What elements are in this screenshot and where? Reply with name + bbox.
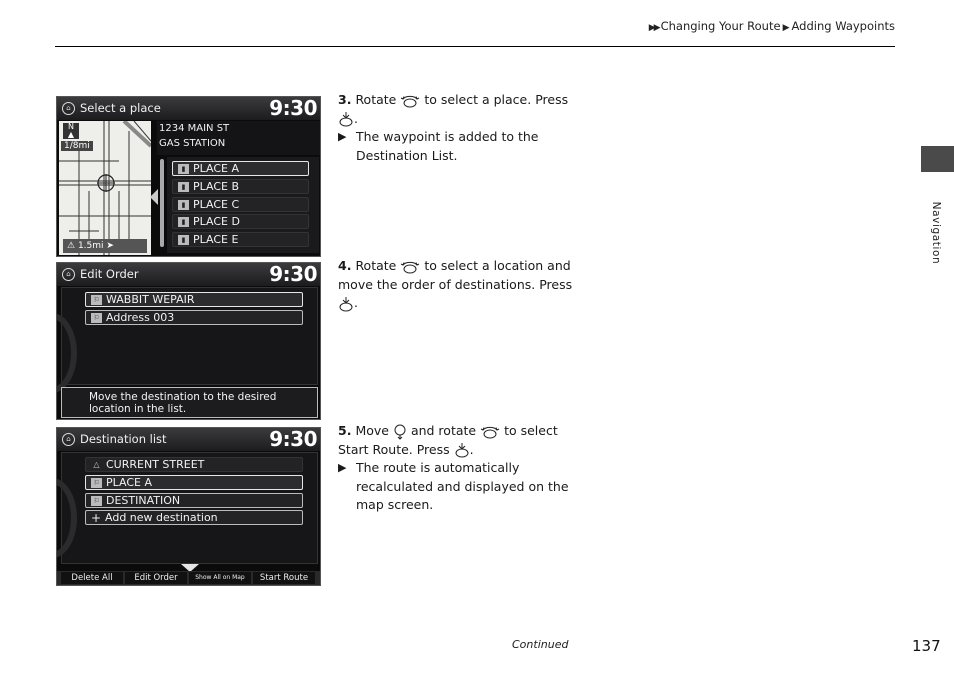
rotate-knob-icon	[400, 93, 420, 109]
flag-icon: ⚐	[91, 478, 102, 488]
screen-title: Select a place	[80, 101, 161, 115]
double-triangle-icon: ▶▶	[648, 23, 659, 33]
left-arrow-icon	[150, 189, 158, 205]
flag-icon: ⚐	[91, 295, 102, 305]
list-item[interactable]: ▮ PLACE C	[172, 197, 309, 212]
triangle-icon: ▶	[782, 23, 790, 33]
screen-title-bar	[57, 428, 320, 451]
edit-order-button[interactable]: Edit Order	[125, 572, 187, 584]
list-item[interactable]: ⚐ DESTINATION	[85, 493, 303, 508]
move-knob-icon	[393, 424, 407, 440]
instruction-message: Move the destination to the desired location in the list.	[61, 387, 318, 418]
step-result: ▶ The route is automatically recalculated and displayed on the map screen.	[338, 460, 569, 512]
list-item[interactable]: ▮ PLACE B	[172, 179, 309, 194]
flag-icon: ⚐	[91, 496, 102, 506]
list-item[interactable]: ⚐ WABBIT WEPAIR	[85, 292, 303, 307]
result-arrow-icon: ▶	[338, 130, 347, 143]
map-view[interactable]	[59, 121, 151, 255]
screen-edit-order	[56, 262, 321, 420]
clock: 9:30	[269, 96, 317, 120]
screen-destination-list	[56, 427, 321, 586]
plus-icon: +	[91, 511, 102, 525]
step-number: 3.	[338, 92, 352, 107]
home-icon: ⌂	[62, 268, 75, 281]
map-bottom-bar: ⚠ 1.5mi ➤	[63, 239, 147, 253]
list-item[interactable]: △ CURRENT STREET	[85, 457, 303, 472]
continued-label: Continued	[512, 638, 569, 651]
rotate-knob-icon	[400, 259, 420, 275]
breadcrumb-item-2[interactable]: Adding Waypoints	[791, 19, 895, 33]
show-all-on-map-button[interactable]: Show All on Map	[189, 572, 251, 584]
breadcrumb-item-1[interactable]: Changing Your Route	[660, 19, 781, 33]
address-panel	[157, 121, 321, 155]
screen-title: Destination list	[80, 432, 167, 446]
start-route-label: Start Route	[338, 441, 409, 457]
scrollbar[interactable]	[160, 159, 164, 247]
step-number: 5.	[338, 423, 352, 438]
list-item[interactable]: ▮ PLACE A	[172, 161, 309, 176]
home-icon: ⌂	[62, 102, 75, 115]
home-icon: ⌂	[62, 433, 75, 446]
delete-all-button[interactable]: Delete All	[61, 572, 123, 584]
result-arrow-icon: ▶	[338, 461, 347, 474]
header-rule	[55, 46, 895, 47]
step-number: 4.	[338, 258, 352, 273]
list-item[interactable]: ⚐ Address 003	[85, 310, 303, 325]
clock: 9:30	[269, 427, 317, 451]
map-scale: 1/8mi	[61, 141, 93, 151]
side-tab-label: Navigation	[930, 201, 942, 265]
press-knob-icon	[454, 442, 470, 458]
side-tab-marker	[921, 146, 954, 172]
breadcrumb	[649, 19, 895, 33]
press-knob-icon	[338, 111, 354, 127]
list-item[interactable]: ▮ PLACE E	[172, 232, 309, 247]
compass-icon[interactable]: N ▲	[63, 123, 79, 139]
screen-title: Edit Order	[80, 267, 139, 281]
add-destination-button[interactable]: + Add new destination	[85, 510, 303, 525]
map-distance: 1.5mi	[77, 241, 104, 251]
gas-station-icon: ▮	[178, 182, 189, 192]
current-location-icon: △	[93, 460, 100, 469]
place-type: GAS STATION	[159, 138, 226, 149]
flag-icon: ⚐	[91, 313, 102, 323]
gas-station-icon: ▮	[178, 235, 189, 245]
screen-select-place	[56, 96, 321, 257]
gas-station-icon: ▮	[178, 164, 189, 174]
gas-station-icon: ▮	[178, 200, 189, 210]
clock: 9:30	[269, 262, 317, 286]
step-5: 5. Move and rotate to select Start Route. Press . ▶ The route is automatically recalculated and displayed on the map screen.	[338, 422, 578, 515]
step-result: ▶ The waypoint is added to the Destination List.	[338, 129, 539, 163]
list-item[interactable]: ⚐ PLACE A	[85, 475, 303, 490]
address-line: 1234 MAIN ST	[159, 123, 230, 134]
start-route-button[interactable]: Start Route	[253, 572, 315, 584]
press-knob-icon	[338, 296, 354, 312]
step-3: 3. Rotate to select a place. Press . ▶ The waypoint is added to the Destination List.	[338, 91, 578, 165]
screen-title-bar	[57, 97, 320, 120]
list-item[interactable]: ▮ PLACE D	[172, 214, 309, 229]
screen-title-bar	[57, 263, 320, 286]
bottom-button-bar	[57, 571, 320, 585]
rotate-knob-icon	[480, 424, 500, 440]
step-4: 4. Rotate to select a location and move the order of destinations. Press .	[338, 258, 573, 310]
page-number: 137	[912, 637, 941, 655]
gas-station-icon: ▮	[178, 217, 189, 227]
